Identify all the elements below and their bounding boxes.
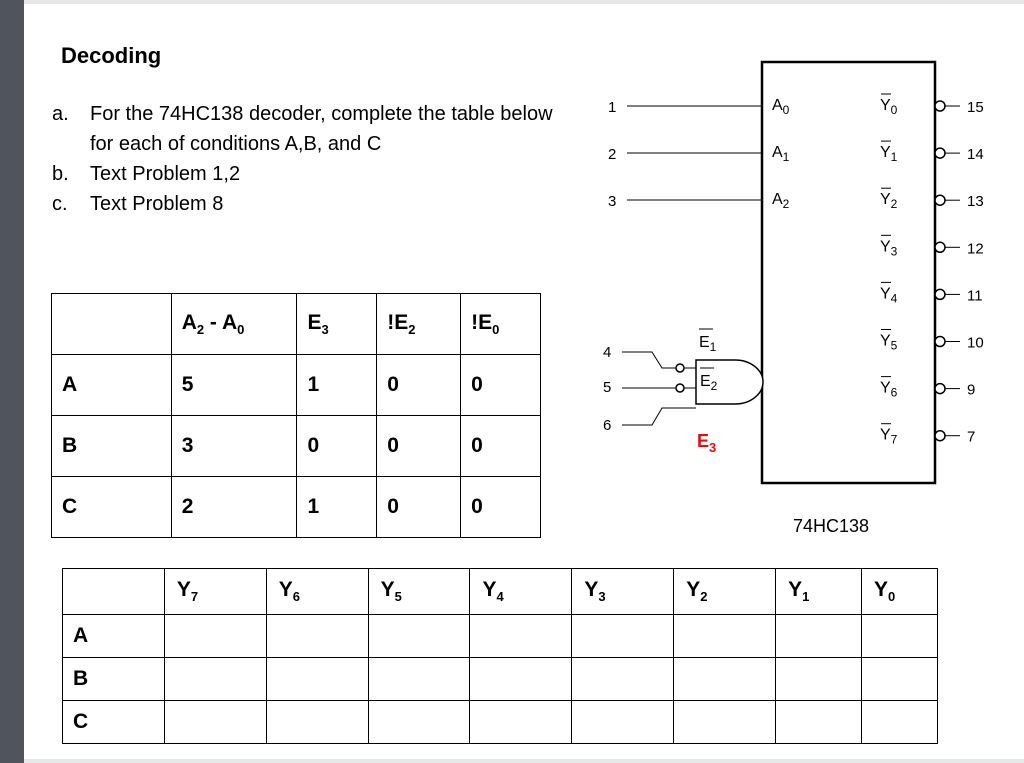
- inversion-bubble: [676, 364, 684, 372]
- output-bubble: [935, 337, 945, 347]
- input-label: $A_1$: [772, 144, 790, 164]
- pin-number: 3: [608, 193, 617, 210]
- table-header-cell: $Y_7$: [164, 569, 266, 615]
- table-cell: 0: [377, 477, 461, 538]
- output-label: $Y_4$: [880, 285, 898, 306]
- part-number-label: 74HC138: [793, 516, 870, 536]
- chip-body: [762, 62, 935, 483]
- row-label: A: [52, 355, 172, 416]
- output-bubble: [935, 384, 945, 394]
- pin-number: 5: [603, 379, 612, 396]
- pin-number: 13: [967, 193, 984, 211]
- table-header-cell: $Y_5$: [368, 569, 470, 615]
- table-cell: 5: [171, 355, 297, 416]
- table-cell: 1: [297, 355, 377, 416]
- output-label: $Y_6$: [880, 379, 898, 400]
- table-cell: 0: [461, 477, 541, 538]
- table-cell: 1: [297, 477, 377, 538]
- enable-label: $E_1$: [699, 334, 717, 354]
- row-label: C: [52, 477, 172, 538]
- enable-label: $E_2$: [700, 373, 718, 393]
- list-marker: b.: [52, 163, 69, 185]
- table-cell: 0: [377, 355, 461, 416]
- output-label: $Y_7$: [880, 426, 898, 447]
- output-label: $Y_5$: [880, 332, 898, 353]
- output-label: $Y_3$: [880, 238, 898, 259]
- pin-number: 2: [608, 146, 617, 163]
- input-label: $A_2$: [772, 191, 790, 211]
- table-header-cell: $Y_3$: [572, 569, 674, 615]
- table-cell: 2: [171, 477, 297, 538]
- table-header-cell: $!E_0$: [461, 294, 541, 355]
- table-header-cell: $Y_2$: [674, 569, 776, 615]
- enable-wire: [622, 352, 676, 368]
- output-label: $Y_0$: [880, 97, 898, 117]
- pin-number: 10: [967, 334, 984, 352]
- pin-number: 12: [967, 240, 984, 258]
- table-cell: 3: [171, 416, 297, 477]
- pin-number: 14: [967, 146, 984, 164]
- output-bubble: [935, 101, 945, 111]
- pin-number: 4: [603, 344, 612, 361]
- pin-number: 15: [967, 99, 984, 116]
- row-label: C: [63, 701, 165, 744]
- output-label: $Y_2$: [880, 191, 898, 212]
- list-marker: a.: [52, 103, 69, 125]
- row-label: A: [63, 615, 165, 658]
- row-label: B: [52, 416, 172, 477]
- table-cell: 0: [461, 355, 541, 416]
- output-bubble: [935, 242, 945, 252]
- pin-number: 7: [967, 428, 976, 446]
- table-cell: 0: [461, 416, 541, 477]
- table-header-cell: $Y_6$: [266, 569, 368, 615]
- table-header-cell: $E_3$: [297, 294, 377, 355]
- table-header-cell: $Y_4$: [470, 569, 572, 615]
- list-marker: c.: [52, 193, 68, 215]
- inversion-bubble: [676, 384, 684, 392]
- row-label: B: [63, 658, 165, 701]
- input-label: $A_0$: [772, 97, 790, 117]
- list-text: Text Problem 8: [90, 193, 224, 215]
- enable-label-highlight: $E_3$: [697, 431, 717, 455]
- table-header-cell: $A_2 - A_0$: [171, 294, 297, 355]
- table-header-cell: $Y_0$: [862, 569, 938, 615]
- table-cell: 0: [377, 416, 461, 477]
- table-cell: 0: [297, 416, 377, 477]
- list-text: For the 74HC138 decoder, complete the table below for each of conditions A,B, and C: [90, 103, 553, 155]
- output-bubble: [935, 148, 945, 158]
- output-label: $Y_1$: [880, 144, 898, 165]
- output-bubble: [935, 431, 945, 441]
- output-bubble: [935, 195, 945, 205]
- output-bubble: [935, 289, 945, 299]
- pin-number: 9: [967, 381, 976, 399]
- list-text: Text Problem 1,2: [90, 163, 241, 185]
- pin-number: 6: [603, 417, 612, 434]
- pin-number: 1: [608, 99, 617, 116]
- table-header-cell: $!E_2$: [377, 294, 461, 355]
- enable-wire: [622, 408, 696, 425]
- table-header-cell: $Y_1$: [776, 569, 862, 615]
- pin-number: 11: [967, 287, 983, 305]
- page-title: Decoding: [61, 43, 162, 68]
